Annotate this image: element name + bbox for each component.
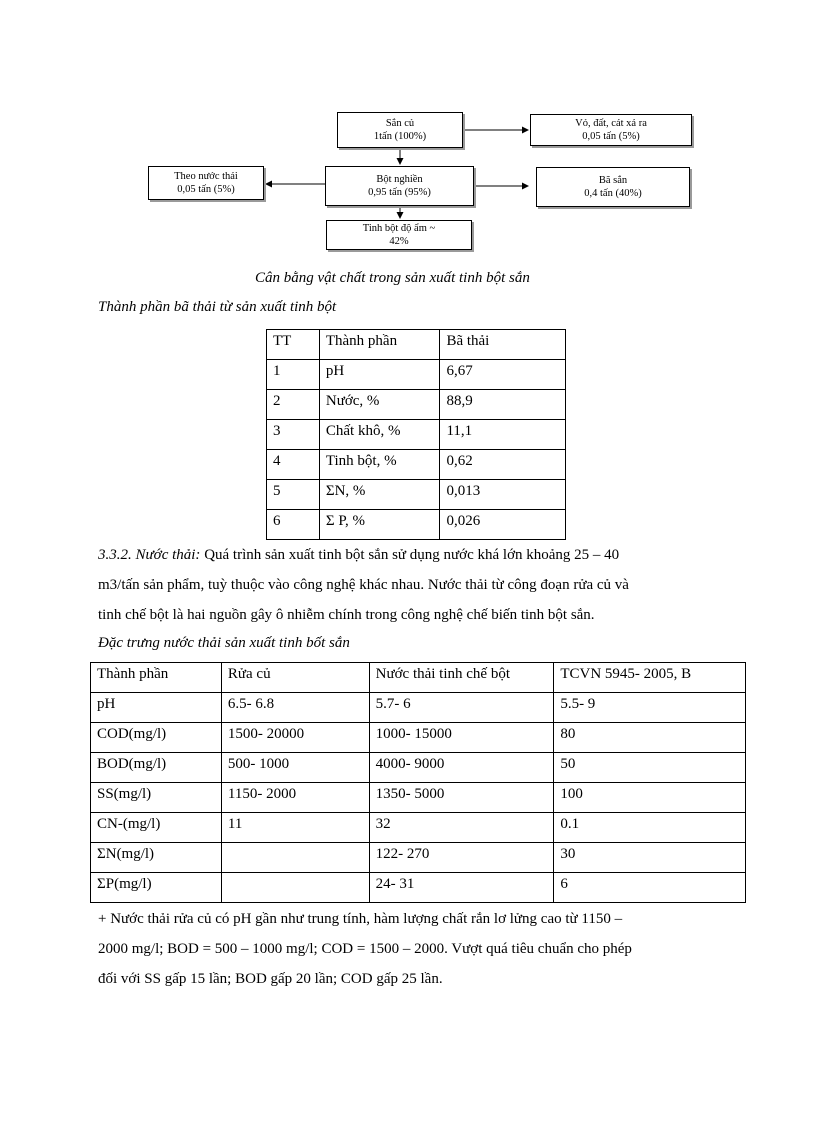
table-cell: pH xyxy=(91,693,222,723)
table-cell: 5.5- 9 xyxy=(554,693,746,723)
table-cell: 24- 31 xyxy=(369,873,554,903)
section-line-1 xyxy=(98,540,748,570)
table-header-row xyxy=(91,663,746,693)
table-cell: 122- 270 xyxy=(369,843,554,873)
table-cell: Nước, % xyxy=(319,390,440,420)
table-cell: 100 xyxy=(554,783,746,813)
box-peel-line2: 0,05 tấn (5%) xyxy=(582,131,640,142)
table-cell: 4 xyxy=(267,450,320,480)
box-wastewater-line2: 0,05 tấn (5%) xyxy=(177,184,235,195)
section-line-3: tinh chế bột là hai nguồn gây ô nhiễm chính trong công nghệ chế biến tinh bột sắn. xyxy=(98,607,595,623)
table-cell: 1500- 20000 xyxy=(221,723,369,753)
header-cell: TT xyxy=(267,330,320,360)
table-row xyxy=(91,693,746,723)
table-cell: 11,1 xyxy=(440,420,566,450)
table-cell: 2 xyxy=(267,390,320,420)
box-starch-line2: 42% xyxy=(389,236,409,247)
table-cell: 0,62 xyxy=(440,450,566,480)
box-wastewater xyxy=(148,166,264,200)
table-cell: COD(mg/l) xyxy=(91,723,222,753)
table-header-row xyxy=(267,330,566,360)
table-cell: Tinh bột, % xyxy=(319,450,440,480)
table-cell: SS(mg/l) xyxy=(91,783,222,813)
table2-title: Đặc trưng nước thải sản xuất tinh bốt sắn xyxy=(98,635,350,651)
header-cell: Thành phần xyxy=(91,663,222,693)
header-cell: Thành phần xyxy=(319,330,440,360)
table-row xyxy=(267,420,566,450)
box-pulp xyxy=(536,167,690,207)
box-pulp-line2: 0,4 tấn (40%) xyxy=(584,188,642,199)
table-row xyxy=(91,843,746,873)
header-cell: Rửa củ xyxy=(221,663,369,693)
table-cell: 5.7- 6 xyxy=(369,693,554,723)
table-cell: ΣP(mg/l) xyxy=(91,873,222,903)
wastewater-characteristics-table xyxy=(90,662,746,903)
table-cell: 4000- 9000 xyxy=(369,753,554,783)
table-cell: 50 xyxy=(554,753,746,783)
table-cell: 1350- 5000 xyxy=(369,783,554,813)
box-ground-line1: Bột nghiền xyxy=(376,174,423,185)
table-cell: BOD(mg/l) xyxy=(91,753,222,783)
material-balance-diagram xyxy=(0,0,816,260)
note-line-2: 2000 mg/l; BOD = 500 – 1000 mg/l; COD = 1500 – 2000. Vượt quá tiêu chuẩn cho phép xyxy=(98,941,632,957)
table-row xyxy=(267,360,566,390)
box-pulp-line1: Bã sắn xyxy=(598,175,628,186)
table-cell: 6 xyxy=(267,510,320,540)
box-peel-line1: Vỏ, đất, cát xả ra xyxy=(575,118,647,129)
table-row xyxy=(267,510,566,540)
table-row xyxy=(91,873,746,903)
table-row xyxy=(267,480,566,510)
table-cell xyxy=(221,873,369,903)
diagram-caption: Cân bằng vật chất trong sản xuất tinh bột sắn xyxy=(255,270,530,286)
table-cell: 5 xyxy=(267,480,320,510)
header-cell: TCVN 5945- 2005, B xyxy=(554,663,746,693)
box-input-line2: 1tấn (100%) xyxy=(373,131,427,142)
box-ground-line2: 0,95 tấn (95%) xyxy=(368,187,431,198)
table-cell: 30 xyxy=(554,843,746,873)
table-cell: 6,67 xyxy=(440,360,566,390)
box-wastewater-line1: Theo nước thải xyxy=(174,171,238,182)
table-cell: 1 xyxy=(267,360,320,390)
table-row xyxy=(91,753,746,783)
section-heading: 3.3.2. Nước thải: xyxy=(98,547,201,563)
box-starch-line1: Tinh bột độ ẩm ~ xyxy=(362,223,436,234)
table-cell: 500- 1000 xyxy=(221,753,369,783)
note-paragraph xyxy=(98,904,748,994)
table-cell: pH xyxy=(319,360,440,390)
note-line-1: + Nước thải rửa củ có pH gần như trung tính, hàm lượng chất rắn lơ lửng cao từ 1150 – xyxy=(98,911,623,927)
table-cell: 11 xyxy=(221,813,369,843)
table-cell: Chất khô, % xyxy=(319,420,440,450)
box-peel xyxy=(530,114,692,146)
box-input xyxy=(337,112,463,148)
table-cell: 1000- 15000 xyxy=(369,723,554,753)
table-cell: CN-(mg/l) xyxy=(91,813,222,843)
table-row xyxy=(267,450,566,480)
table-cell: 1150- 2000 xyxy=(221,783,369,813)
table-cell: 32 xyxy=(369,813,554,843)
table-cell: 3 xyxy=(267,420,320,450)
header-cell: Nước thải tinh chế bột xyxy=(369,663,554,693)
note-line-3: đối với SS gấp 15 lần; BOD gấp 20 lần; COD gấp 25 lần. xyxy=(98,971,443,987)
table-cell: 0.1 xyxy=(554,813,746,843)
table-cell: 80 xyxy=(554,723,746,753)
box-input-line1: Sắn củ xyxy=(385,118,415,129)
header-cell: Bã thải xyxy=(440,330,566,360)
table-row xyxy=(91,723,746,753)
table-cell: 6.5- 6.8 xyxy=(221,693,369,723)
table-cell: 88,9 xyxy=(440,390,566,420)
table-cell: 0,013 xyxy=(440,480,566,510)
box-starch xyxy=(326,220,472,250)
section-text: Quá trình sản xuất tinh bột sắn sử dụng nước khá lớn khoảng 25 – 40 xyxy=(200,547,620,563)
box-ground xyxy=(325,166,474,206)
table-cell: 0,026 xyxy=(440,510,566,540)
table-cell: Σ P, % xyxy=(319,510,440,540)
table1-title: Thành phần bã thải từ sản xuất tinh bột xyxy=(98,299,337,315)
waste-composition-table xyxy=(266,329,566,540)
table-row xyxy=(91,783,746,813)
table-row xyxy=(91,813,746,843)
table-cell: 6 xyxy=(554,873,746,903)
table-row xyxy=(267,390,566,420)
table-cell: ΣN(mg/l) xyxy=(91,843,222,873)
table-cell: ΣN, % xyxy=(319,480,440,510)
section-line-2: m3/tấn sản phẩm, tuỳ thuộc vào công nghệ khác nhau. Nước thải từ công đoạn rửa củ và xyxy=(98,577,629,593)
table-cell xyxy=(221,843,369,873)
section-paragraph xyxy=(98,540,748,630)
